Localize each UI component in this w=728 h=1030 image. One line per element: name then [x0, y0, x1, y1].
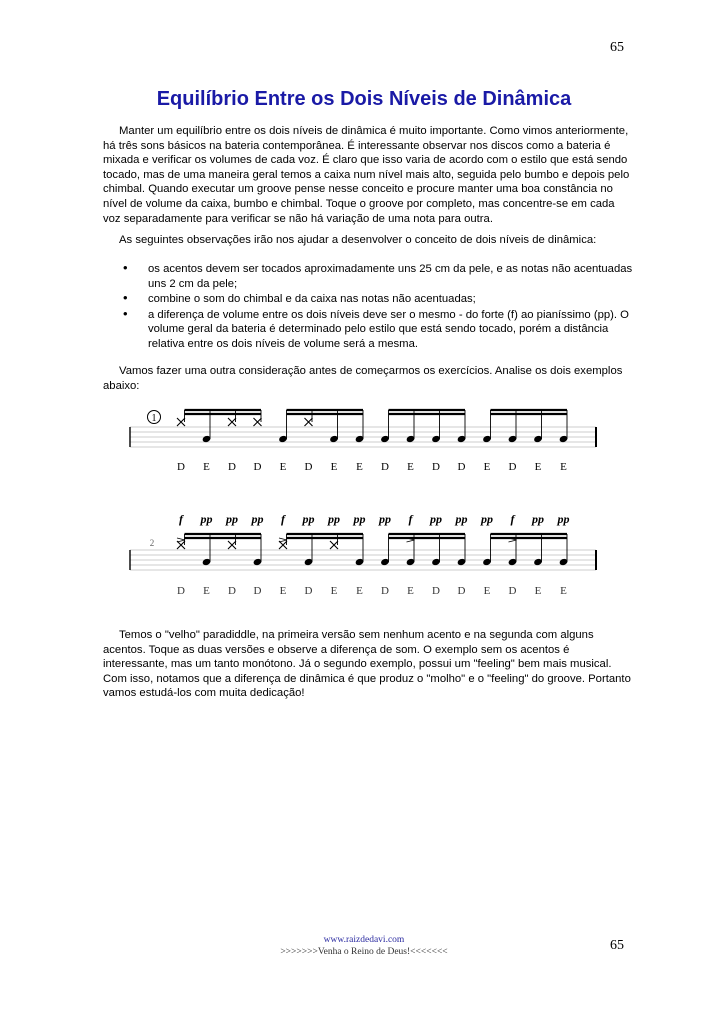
sticking-letter: D: [304, 585, 313, 597]
sticking-letter: E: [534, 461, 542, 473]
sticking-letter: E: [330, 461, 338, 473]
footer-link[interactable]: www.raizdedavi.com: [323, 935, 405, 945]
sticking-letter: D: [432, 461, 440, 473]
sticking-letter: E: [534, 585, 542, 597]
example-1-label: 1: [151, 413, 157, 424]
hihat-note: [177, 541, 185, 549]
list-item: [103, 262, 633, 291]
footer-slogan: >>>>>>>Venha o Reino de Deus!<<<<<<<: [280, 947, 448, 957]
sticking-letter: E: [560, 585, 567, 597]
dynamic-marking: pp: [481, 512, 493, 526]
observation-text: combine o som do chimbal e da caixa nas notas não acentuadas;: [148, 293, 476, 306]
dynamic-marking: pp: [532, 512, 544, 526]
dynamic-marking: pp: [251, 512, 264, 526]
sticking-letter: E: [483, 461, 491, 473]
sticking-letter: D: [177, 461, 185, 473]
sticking-letter: D: [304, 461, 313, 473]
staff-2: [130, 534, 596, 570]
dynamic-marking: pp: [328, 512, 340, 526]
dynamic-marking: pp: [379, 512, 391, 526]
dynamic-marking: f: [281, 512, 285, 526]
sticking-letter: E: [560, 461, 567, 473]
sticking-letter: D: [253, 461, 262, 473]
sticking-letter: D: [177, 585, 185, 597]
accent-mark: [279, 538, 287, 542]
drum-notation: [118, 400, 608, 612]
dynamic-marking: pp: [226, 512, 238, 526]
example-2-notation: [130, 512, 596, 597]
hihat-note: [228, 541, 236, 549]
hihat-note: [305, 418, 313, 426]
sticking-letter: D: [381, 585, 389, 597]
sticking-letter: D: [253, 585, 262, 597]
sticking-letter: E: [203, 461, 210, 473]
dynamic-marking: pp: [557, 512, 570, 526]
observation-text: a diferença de volume entre os dois níveis deve ser o mesmo - do forte (f) ao pianíssimo (pp). O volume geral da bateria é determinado pelo estilo que está sendo tocado, porém a distância relativa entre os dois níveis de volume será a mesma.: [148, 308, 629, 350]
dynamic-marking: pp: [430, 512, 442, 526]
example-2-label: 2: [149, 538, 155, 548]
sticking-letter: E: [407, 585, 414, 597]
sticking-letter: E: [330, 585, 338, 597]
page-number-bottom: 65: [610, 938, 624, 953]
intro-paragraph: Manter um equilíbrio entre os dois níveis de dinâmica é muito importante. Como vimos anteriormente, há três sons básicos na bateria contemporânea. É interessante observar nos discos como a bateria é mixada e verificar os volumes de cada voz. É claro que isso varia de acordo com o estilo que está sendo tocado, mas de uma maneira geral temos a caixa num nível mais alto, seguida pelo bumbo e depois pelo chimbal. Quando executar um groove pense nesse conceito e procure manter uma boa constância no nível de volume da caixa, bumbo e chimbal. Toque o groove por completo, mas concentre-se em cada voz separadamente para verificar se não há variação de uma nota para outra.: [103, 125, 630, 225]
sticking-letter: E: [407, 461, 414, 473]
conclusion-paragraph: Temos o "velho" paradiddle, na primeira versão sem nenhum acento e na segunda com alguns acentos. Toque as duas versões e observe a diferença de som. O exemplo sem os acentos é interessante, mas um tanto monótono. Já o segundo exemplo, possui um "feeling" bem mais musical. Com isso, notamos que a diferença de dinâmica é que produz o "molho" e o "feeling" do groove. Portanto vamos estudá-los com muita dedicação!: [103, 629, 631, 700]
dynamic-marking: pp: [455, 512, 468, 526]
sticking-letter: D: [432, 585, 440, 597]
hihat-note: [254, 418, 262, 426]
sticking-letter: D: [457, 461, 466, 473]
accent-mark: [177, 538, 185, 542]
sticking-letter: E: [279, 585, 287, 597]
hihat-note: [330, 541, 338, 549]
sticking-letter: E: [279, 461, 287, 473]
sticking-letter: E: [203, 585, 210, 597]
sticking-row-2: [177, 585, 567, 597]
before-exercises-paragraph: Vamos fazer uma outra consideração antes de começarmos os exercícios. Analise os dois exemplos abaixo:: [103, 365, 623, 392]
hihat-note: [279, 541, 287, 549]
sticking-letter: D: [381, 461, 389, 473]
sticking-row-1: [177, 461, 567, 473]
sticking-letter: D: [228, 585, 236, 597]
observations-intro: As seguintes observações irão nos ajudar a desenvolver o conceito de dois níveis de dinâmica:: [119, 234, 597, 246]
sticking-letter: D: [457, 585, 466, 597]
dynamic-marking: pp: [302, 512, 315, 526]
observation-text: os acentos devem ser tocados aproximadamente uns 25 cm da pele, e as notas não acentuadas uns 2 cm da pele;: [148, 263, 633, 290]
sticking-letter: E: [356, 461, 363, 473]
bullet-icon: •: [123, 260, 128, 275]
example-1-notation: [130, 410, 596, 473]
dynamic-marking: f: [510, 512, 515, 526]
page-number-top: 65: [610, 40, 624, 55]
observations-list: [103, 262, 633, 353]
staff-1: [130, 410, 596, 447]
dynamic-marking: f: [179, 512, 183, 526]
hihat-note: [177, 418, 185, 426]
sticking-letter: D: [508, 461, 517, 473]
dynamics-row-2: [179, 512, 570, 526]
sticking-letter: D: [228, 461, 236, 473]
sticking-letter: D: [508, 585, 517, 597]
bullet-icon: •: [123, 305, 128, 321]
dynamic-marking: pp: [200, 512, 213, 526]
dynamic-marking: pp: [353, 512, 366, 526]
bullet-icon: •: [123, 290, 128, 306]
list-item: [103, 305, 633, 352]
list-item: [103, 292, 633, 307]
page-title: Equilíbrio Entre os Dois Níveis de Dinâmica: [156, 88, 572, 110]
dynamic-marking: f: [408, 512, 413, 526]
sticking-letter: E: [483, 585, 491, 597]
hihat-note: [228, 418, 236, 426]
sticking-letter: E: [356, 585, 363, 597]
